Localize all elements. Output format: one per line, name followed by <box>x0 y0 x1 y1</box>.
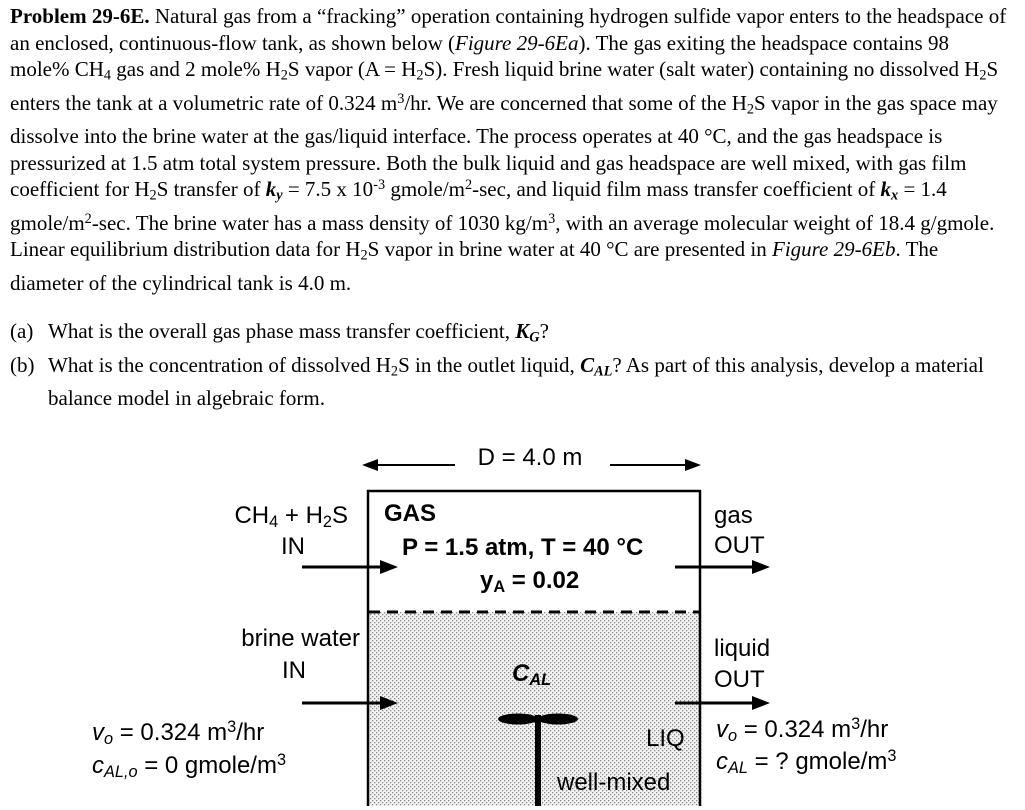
kx-symbol: $k_x$ <box>880 177 899 204</box>
gas-outlet-label: gas <box>714 502 753 529</box>
cal-label: $C_{AL}$ <box>512 660 552 690</box>
question-b: (b) What is the concentration of dissolved $H_2S$ in the outlet liquid, $C_{AL}$? As part of this analysis, develop a material balance model in algebraic form. <box>10 352 984 410</box>
cal-symbol: $C_{AL}$ <box>580 352 613 380</box>
brine-inlet-label: brine water <box>241 625 360 652</box>
diameter-arrowhead-right <box>685 459 701 471</box>
outlet-flow-rate: $v_o = 0.324$ $m^3/hr$ <box>716 714 889 746</box>
outlet-concentration: $c_{AL}$ = ? gmole/$m^3$ <box>716 746 897 778</box>
kg-symbol: $K_G$ <box>515 319 540 346</box>
question-a: (a) What is the overall gas phase mass transfer coefficient, $K_G$? <box>10 319 549 346</box>
gas-outlet-out: OUT <box>714 532 765 559</box>
gas-inlet-label: $CH_4 + H_2S$ <box>234 502 348 532</box>
gas-in-arrowhead <box>380 560 398 574</box>
diameter-label: D = 4.0 m <box>477 444 583 471</box>
liquid-outlet-out: OUT <box>714 666 765 693</box>
ya-label: $y_A = 0.02$ <box>480 567 580 597</box>
figure-ref-a: Figure 29-6Ea <box>455 30 579 55</box>
inlet-flow-rate: $v_o = 0.324$ $m^3/hr$ <box>92 717 265 749</box>
liquid-outlet-label: liquid <box>714 635 771 662</box>
problem-paragraph: Problem 29-6E. Natural gas from a “fracking” operation containing hydrogen sulfide vapor enters to the headspace of an enclosed, continuous-flow tank, as shown below (Figure 29-6Ea). The gas exiting the headspace contains 98 mole% $CH_4$ gas and 2 mole% $H_2S$ vapor $(A = H_2S)$. Fresh liquid brine water (salt water) containing no dissolved $H_2S$ enters the tank at a volumetric rate of 0.324 $m^3/hr$. We are concerned that some of the $H_2S$ vapor in the gas space may dissolve into the brine water at the gas/liquid interface. The process operates at 40 °C, and the gas headspace is pressurized at 1.5 atm total system pressure. Both the bulk liquid and gas headspace are well mixed, with gas film coefficient for $H_2S$ transfer of $k_y = 7.5$ x $10^{-3}$ gmole/$m^2-\sec$, and liquid film mass transfer coefficient of $k_x = 1.4$ gmole/$m^2-\sec$. The brine water has a mass density of 1030 $kg/m^3$, with an average molecular weight of 18.4 g/gmole. Linear equilibrium distribution data for $H_2S$ vapor in brine water at 40 °C are presented in Figure 29-6Eb. The diameter of the cylindrical tank is 4.0 m. <box>10 4 1007 295</box>
conditions-label: P = 1.5 atm, T = 40 °C <box>402 534 644 561</box>
ky-symbol: $k_y$ <box>265 177 283 204</box>
figure-ref-b: Figure 29-6Eb <box>772 237 896 262</box>
liq-region-label: LIQ <box>646 725 685 752</box>
diameter-arrowhead-left <box>362 459 378 471</box>
problem-title: Problem 29-6E. <box>10 4 150 28</box>
gas-inlet-in: IN <box>281 533 305 560</box>
brine-inlet-in: IN <box>282 657 306 684</box>
gas-region-label: GAS <box>384 500 437 527</box>
inlet-concentration: $c_{AL,o} = 0$ gmole/$m^3$ <box>92 750 287 782</box>
liquid-out-arrowhead <box>752 696 770 710</box>
gas-out-arrowhead <box>752 560 770 574</box>
well-mixed-label: well-mixed <box>557 769 671 796</box>
